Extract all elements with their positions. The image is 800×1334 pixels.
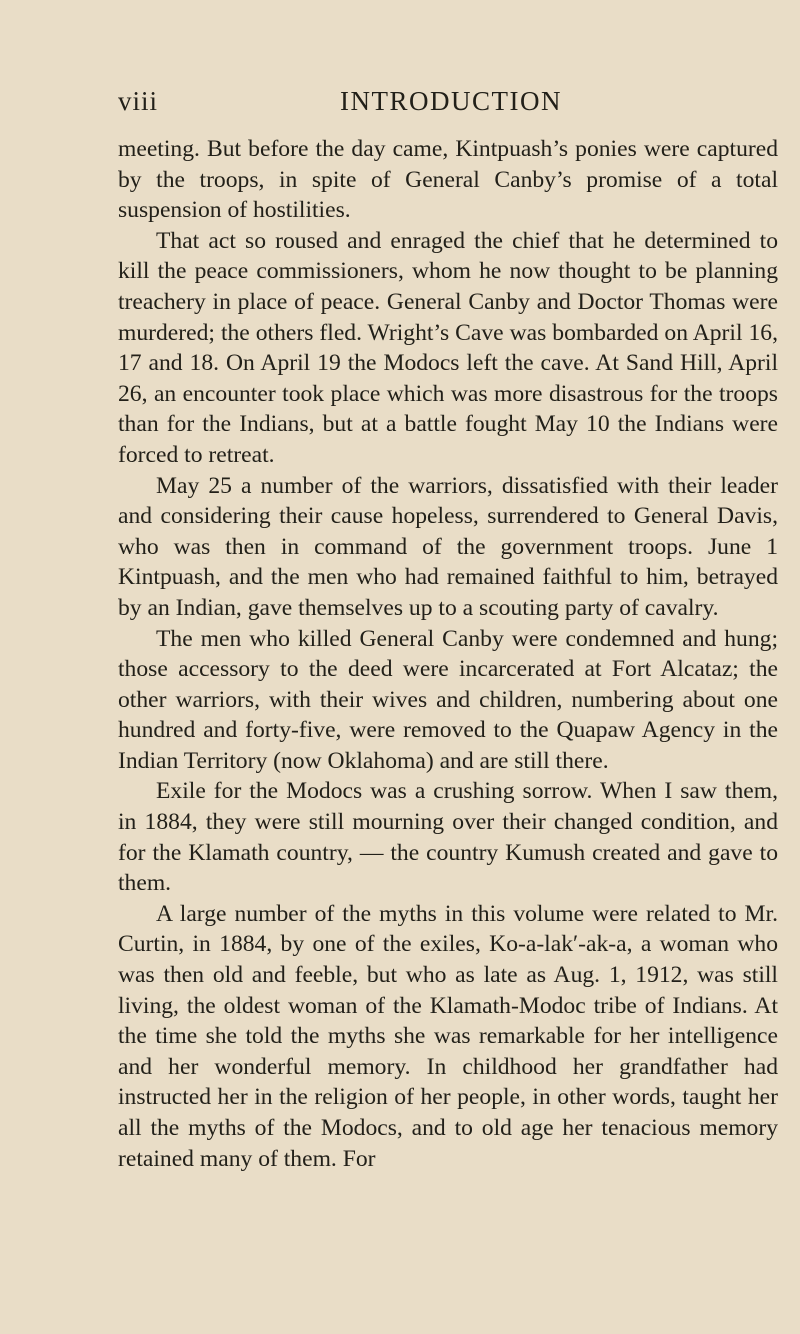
paragraph-1: meeting. But before the day came, Kintpuash’s ponies were captured by the troops, in spite of General Canby’s promise of a total suspension of hostilities. [118, 136, 778, 224]
chapter-title: INTRODUCTION [340, 86, 562, 116]
body-text [118, 134, 778, 1174]
paragraph-6: A large number of the myths in this volume were related to Mr. Curtin, in 1884, by one of the exiles, Ko-a-lak′-ak-a, a woman who was then old and feeble, but who as late as Aug. 1, 1912, was still living, the oldest woman of the Klamath-Modoc tribe of Indians. At the time she told the myths she was remarkable for her intelligence and her wonderful memory. In childhood her grandfather had instructed her in the religion of her people, in other words, taught her all the myths of the Modocs, and to old age her tenacious memory retained many of them. For [118, 900, 778, 1172]
page-number: viii [118, 86, 159, 116]
paragraph-5: Exile for the Modocs was a crushing sorrow. When I saw them, in 1884, they were still mourning over their changed condition, and for the Klamath country, — the country Kumush created and gave to them. [118, 778, 778, 897]
running-head [118, 86, 778, 126]
paragraph-3: May 25 a number of the warriors, dissatisfied with their leader and considering their cause hopeless, surrendered to General Davis, who was then in command of the government troops. June 1 Kintpuash, and the men who had remained faithful to him, betrayed by an Indian, gave themselves up to a scouting party of cavalry. [118, 472, 778, 621]
paragraph-2: That act so roused and enraged the chief that he determined to kill the peace commissioners, whom he now thought to be planning treachery in place of peace. General Canby and Doctor Thomas were murdered; the others fled. Wright’s Cave was bombarded on April 16, 17 and 18. On April 19 the Modocs left the cave. At Sand Hill, April 26, an encounter took place which was more disastrous for the troops than for the Indians, but at a battle fought May 10 the Indians were forced to retreat. [118, 227, 778, 468]
paragraph-4: The men who killed General Canby were condemned and hung; those accessory to the deed were incarcerated at Fort Alcataz; the other warriors, with their wives and children, numbering about one hundred and forty-five, were removed to the Quapaw Agency in the Indian Territory (now Oklahoma) and are still there. [118, 625, 778, 774]
